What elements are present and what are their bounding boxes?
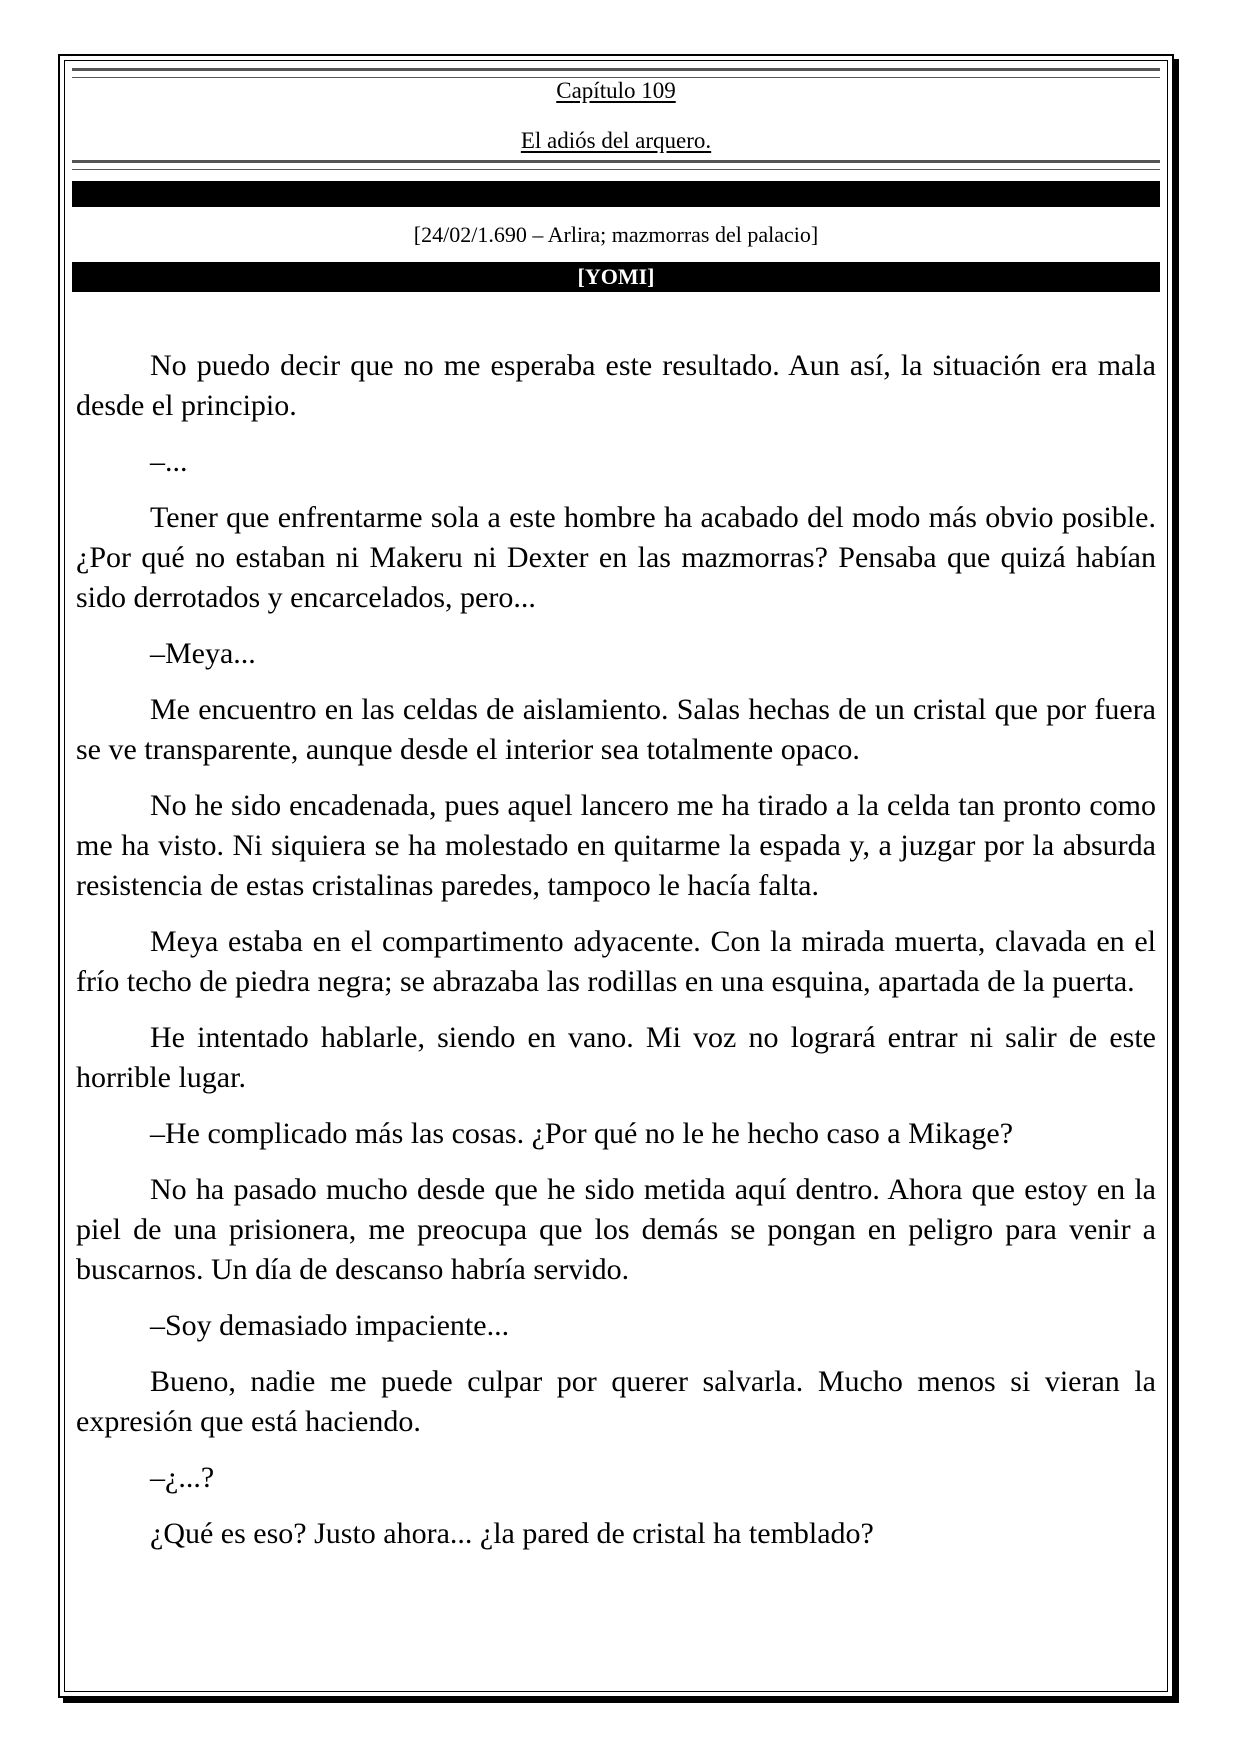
paragraph: –¿...? bbox=[150, 1461, 215, 1494]
paragraph: Bueno, nadie me puede culpar por querer salvarla. Mucho menos si vieran la expresión que está haciendo. bbox=[76, 1365, 1156, 1438]
page-frame bbox=[58, 54, 1174, 1698]
header-bottom-double-rule bbox=[72, 160, 1160, 170]
top-double-rule bbox=[72, 68, 1160, 78]
paragraph: –He complicado más las cosas. ¿Por qué no le he hecho caso a Mikage? bbox=[150, 1117, 1014, 1150]
chapter-title-text: El adiós del arquero. bbox=[520, 128, 712, 153]
paragraph: Tener que enfrentarme sola a este hombre ha acabado del modo más obvio posible. ¿Por qué no estaban ni Makeru ni Dexter en las mazmorras? Pensaba que quizá habían sido derrotados y encarcelados, pero... bbox=[76, 501, 1156, 614]
paragraph: Meya estaba en el compartimento adyacente. Con la mirada muerta, clavada en el frío techo de piedra negra; se abrazaba las rodillas en una esquina, apartada de la puerta. bbox=[76, 925, 1156, 998]
chapter-title bbox=[60, 128, 1172, 154]
paragraph: ¿Qué es eso? Justo ahora... ¿la pared de cristal ha temblado? bbox=[150, 1517, 874, 1550]
pov-bar bbox=[72, 262, 1160, 292]
paragraph: He intentado hablarle, siendo en vano. Mi voz no logrará entrar ni salir de este horrible lugar. bbox=[76, 1021, 1156, 1094]
paragraph: –Soy demasiado impaciente... bbox=[150, 1309, 510, 1342]
paragraph: No puedo decir que no me esperaba este resultado. Aun así, la situación era mala desde el principio. bbox=[76, 349, 1156, 422]
paragraph: –Meya... bbox=[150, 637, 256, 670]
chapter-number-text: Capítulo 109 bbox=[556, 78, 676, 103]
separator-black-bar bbox=[72, 181, 1160, 207]
pov-label: [YOMI] bbox=[577, 264, 655, 289]
paragraph: Me encuentro en las celdas de aislamiento. Salas hechas de un cristal que por fuera se ve transparente, aunque desde el interior sea totalmente opaco. bbox=[76, 693, 1156, 766]
paragraph: No he sido encadenada, pues aquel lancero me ha tirado a la celda tan pronto como me ha visto. Ni siquiera se ha molestado en quitarme la espada y, a juzgar por la absurda resistencia de estas cristalinas paredes, tampoco le hacía falta. bbox=[76, 789, 1156, 902]
chapter-number bbox=[60, 78, 1172, 104]
paragraph: –... bbox=[150, 445, 188, 478]
scene-location: [24/02/1.690 – Arlira; mazmorras del palacio] bbox=[413, 222, 819, 247]
paragraph: No ha pasado mucho desde que he sido metida aquí dentro. Ahora que estoy en la piel de una prisionera, me preocupa que los demás se pongan en peligro para venir a buscarnos. Un día de descanso habría servido. bbox=[76, 1173, 1156, 1286]
body-text bbox=[76, 346, 1156, 1570]
